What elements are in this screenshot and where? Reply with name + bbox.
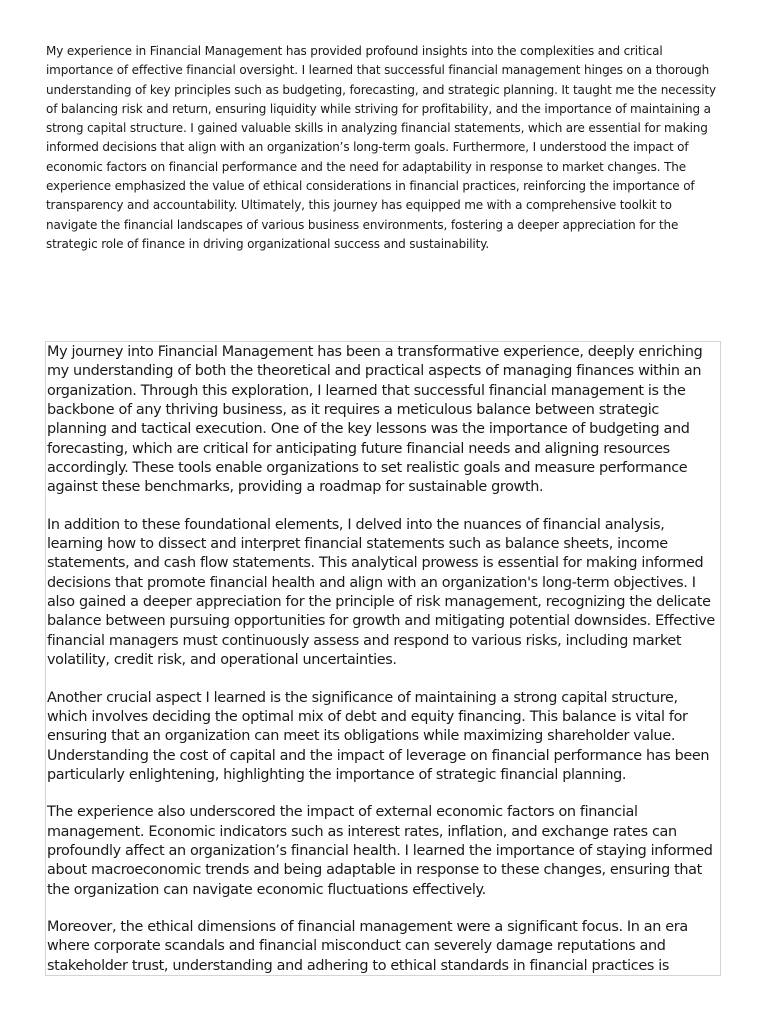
essay-paragraph-2: In addition to these foundational elements, I delved into the nuances of financial analysis, learning how to dissect and interpret financial statements such as balance sheets, income statements, and cash flow statements. This analytical prowess is essential for making informed decisions that promote financial health and align with an organization's long-term objectives. I also gained a deeper appreciation for the principle of risk management, recognizing the delicate balance between pursuing opportunities for growth and mitigating potential downsides. Effective financial managers must continuously assess and respond to various risks, including market volatility, credit risk, and operational uncertainties. — [47, 516, 715, 669]
essay-paragraph-3: Another crucial aspect I learned is the significance of maintaining a strong capital structure, which involves deciding the optimal mix of debt and equity financing. This balance is vital for ensuring that an organization can meet its obligations while maximizing shareholder value. Understanding the cost of capital and the impact of leverage on financial performance has been particularly enlightening, highlighting the importance of strategic financial planning. — [47, 689, 710, 783]
essay-paragraph-1: My journey into Financial Management has been a transformative experience, deeply enriching my understanding of both the theoretical and practical aspects of managing finances within an organization. Through this exploration, I learned that successful financial management is the backbone of any thriving business, as it requires a meticulous balance between strategic planning and tactical execution. One of the key lessons was the importance of budgeting and forecasting, which are critical for anticipating future financial needs and aligning resources accordingly. These tools enable organizations to set realistic goals and measure performance against these benchmarks, providing a roadmap for sustainable growth. — [47, 344, 703, 496]
essay-text-box — [45, 341, 721, 976]
essay-paragraph-5: Moreover, the ethical dimensions of financial management were a significant focus. In an era where corporate scandals and financial misconduct can severely damage reputations and stakeholder trust, understanding and adhering to ethical standards in financial practices is — [47, 918, 688, 974]
essay-paragraph-4: The experience also underscored the impact of external economic factors on financial management. Economic indicators such as interest rates, inflation, and exchange rates can profoundly affect an organization’s financial health. I learned the importance of staying informed about macroeconomic trends and being adaptable in response to these changes, ensuring that the organization can navigate economic fluctuations effectively. — [47, 804, 713, 898]
summary-paragraph: My experience in Financial Management has provided profound insights into the complexities and critical importance of effective financial oversight. I learned that successful financial management hinges on a thorough understanding of key principles such as budgeting, forecasting, and strategic planning. It taught me the necessity of balancing risk and return, ensuring liquidity while striving for profitability, and the importance of maintaining a strong capital structure. I gained valuable skills in analyzing financial statements, which are essential for making informed decisions that align with an organization’s long-term goals. Furthermore, I understood the impact of economic factors on financial performance and the need for adaptability in response to market changes. The experience emphasized the value of ethical considerations in financial practices, reinforcing the importance of transparency and accountability. Ultimately, this journey has equipped me with a comprehensive toolkit to navigate the financial landscapes of various business environments, fostering a deeper appreciation for the strategic role of finance in driving organizational success and sustainability. — [46, 44, 716, 251]
